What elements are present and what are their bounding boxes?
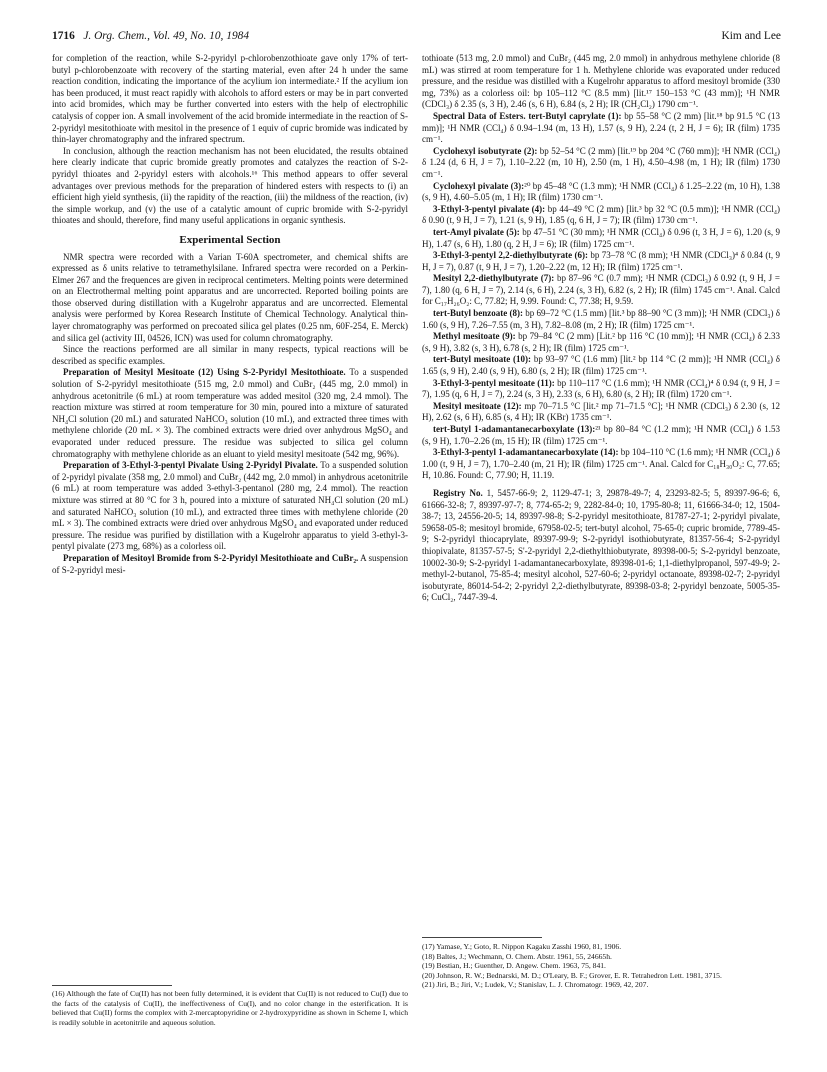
footnote-divider	[52, 985, 172, 986]
spectral-entry	[422, 146, 780, 181]
entry-body: bp 79–84 °C (2 mm) [Lit.² bp 116 °C (10 mm)]; ¹H NMR (CCl₄) δ 2.33 (s, 9 H), 3.82 (s, 3 H), 6.78 (s, 2 H); IR (film) 1725 cm⁻¹.	[422, 331, 781, 353]
methods-paragraph: NMR spectra were recorded with a Varian T-60A spectrometer, and chemical shifts are expressed as δ units relative to tetramethylsilane. Infrared spectra were recorded on a Perkin-Elmer 267 and the frequences are given in reciprocal centimeters. Melting points were determined on an Electrothermal melting point apparatus and are uncorrected. Reported boiling points are those observed during distillation with a Kugelrohr apparatus and are uncorrected. Elemental analysis were performed by Korea Research Institute of Chemical Technology. Analytical thin-layer chromatography was performed on precoated silica gel plates (0.25 nm, 60F-254, E. Merck) and silica gel (activity III, 04526, ICN) was used for column chromatography.	[52, 251, 408, 343]
right-column	[422, 53, 780, 604]
entry-title: tert-Amyl pivalate (5):	[433, 226, 520, 237]
paragraph: Since the reactions performed are all similar in many respects, typical reactions will be described as specific examples.	[52, 344, 408, 366]
registry-numbers	[422, 488, 780, 604]
entry-body: bp 55–58 °C (2 mm) [lit.¹⁸ bp 91.5 °C (13 mm)]; ¹H NMR (CCl₄) δ 0.94–1.94 (m, 13 H), 1.57 (s, 9 H), 2.24 (t, 2 H, J = 6); IR (film) 1735 cm⁻¹.	[422, 110, 780, 145]
procedure-paragraph	[52, 553, 408, 576]
entry-title: Cyclohexyl isobutyrate (2):	[433, 145, 538, 156]
spectral-entry	[422, 424, 780, 447]
procedure-title: Preparation of Mesityl Mesitoate (12) Using S-2-Pyridyl Mesitothioate.	[63, 367, 346, 378]
reference-list	[422, 942, 780, 990]
spectral-entry	[422, 111, 780, 146]
reference-item: (21) Jiri, B.; Jiri, V.; Ludek, V.; Stanislav, L. J. Chromatogr. 1969, 42, 207.	[422, 980, 649, 990]
spectral-entry	[422, 447, 780, 482]
procedure-body: To a suspended solution of S-2-pyridyl mesitothioate (515 mg, 2.0 mmol) and CuBr₂ (445 mg, 2.0 mmol) in anhydrous acetonitrile (6 mL) at room temperature was added mesitol (320 mg, 2.4 mmol). The reaction mixture was stirred at room temperature for 30 min, poured into a mixture of saturated NH₄Cl solution (20 mL) and saturated NaHCO₃ solution (10 mL), and extracted three times with methylene chloride (20 mL × 3). The combined extracts were dried over anhydrous MgSO₄ and evaporated under reduced pressure. The residue was subjected to silica gel column chromatography with methylene chloride as an eluant to yield mesityl mesitoate (542 mg, 96%).	[52, 367, 408, 459]
procedure-body: A suspension of S-2-pyridyl mesi-	[52, 552, 409, 575]
volume-info: Vol. 49, No. 10, 1984	[152, 30, 250, 42]
author-header: Kim and Lee	[721, 30, 781, 42]
registry-body: 1, 5457-66-9; 2, 1129-47-1; 3, 29878-49-7; 4, 23293-82-5; 5, 89397-96-6; 6, 61666-32-8; 7, 89397-97-7; 8, 774-65-2; 9, 2282-84-0; 10, 1795-80-8; 11, 61666-34-0; 12, 1504-38-7; 13, 24556-20-5; 14, 89397-98-8; S-2-pyridyl mesitothioate, 81787-27-1; 2-pyridyl pivalate, 59658-05-8; mesitoyl bromide, 67958-02-5; tert-butyl alcohol, 75-65-0; cupric bromide, 7789-45-9; S-2-pyridyl thiocaprylate, 89397-99-9; S-2-pyridyl isothiobutyrate, 81357-56-4; S-2-pyridyl thiopivalate, 81357-57-5; S'-2-pyridyl 2,2-diethylthiobutyrate, 89398-00-5; S-2-pyridyl benzoate, 10002-30-9; S-2-pyridyl 1-adamantanecarboxylate, 89398-01-6; 1,1-diethylpropanol, 597-49-9; 2-methyl-2-butanol, 75-85-4; mesityl alcohol, 527-60-6; 2-pyridyl octanoate, 89398-02-7; 2-pyridyl isobutyrate, 86014-54-2; 2-pyridyl 2,2-diethylbutyrate, 89398-03-8; 2-pyridyl benzoate, 5005-35-6; CuCl₂, 7447-39-4.	[422, 487, 780, 603]
registry-title: Registry No.	[433, 487, 483, 498]
entry-title: 3-Ethyl-3-pentyl 2,2-diethylbutyrate (6):	[433, 250, 589, 261]
entry-body: bp 93–97 °C (1.6 mm) [lit.² bp 114 °C (2 mm)]; ¹H NMR (CCl₄) δ 1.65 (s, 9 H), 2.40 (s, 9 H), 6.80 (s, 2 H); IR (film) 1725 cm⁻¹.	[422, 354, 780, 377]
entry-body: bp 44–49 °C (2 mm) [lit.³ bp 32 °C (0.5 mm)]; ¹H NMR (CCl₄) δ 0.90 (t, 9 H, J = 7), 1.21 (s, 9 H), 1.85 (q, 6 H, J = 7); IR (film) 1730 cm⁻¹.	[422, 203, 780, 226]
entry-title: 3-Ethyl-3-pentyl pivalate (4):	[433, 203, 546, 214]
procedure-body: To a suspended solution of 2-pyridyl pivalate (358 mg, 2.0 mmol) and CuBr₂ (442 mg, 2.0 mmol) in anhydrous acetonitrile (6 mL) at room temperature was added 3-ethyl-3-pentanol (280 mg, 2.4 mmol). The reaction mixture was stirred at 80 °C for 3 h, poured into a mixture of saturated NH₄Cl solution (20 mL) and saturated NaHCO₃ solution (10 mL), and extracted three times with methylene chloride (20 mL × 3). The combined extracts were dried over anhydrous MgSO₄ and evaporated under reduced pressure. The residue was purified by distillation with a Kugelrohr apparatus to yield 3-ethyl-3-pentyl pivalate (273 mg, 68%) as a colorless oil.	[52, 460, 409, 552]
entry-body: bp 69–72 °C (1.5 mm) [lit.³ bp 88–90 °C (3 mm)]; ¹H NMR (CDCl₃) δ 1.60 (s, 9 H), 7.26–7.55 (m, 3 H), 7.82–8.08 (m, 2 H); IR (film) 1725 cm⁻¹.	[422, 308, 780, 330]
spectral-entry	[422, 250, 780, 273]
reference-item: (20) Johnson, R. W.; Bednarski, M. D.; O'Leary, B. F.; Grover, E. R. Tetrahedron Lett. 1981, 3715.	[422, 970, 722, 980]
entry-title: tert-Butyl mesitoate (10):	[433, 354, 532, 365]
spectral-entry	[422, 401, 780, 424]
entry-body: mp 70–71.5 °C [lit.² mp 71–71.5 °C]; ¹H NMR (CDCl₃) δ 2.30 (s, 12 H), 2.62 (s, 6 H), 6.85 (s, 4 H); IR (KBr) 1735 cm⁻¹.	[422, 400, 781, 423]
entry-body: bp 47–51 °C (30 mm); ¹H NMR (CCl₄) δ 0.96 (t, 3 H, J = 6), 1.20 (s, 9 H), 1.47 (s, 6 H), 1.80 (q, 2 H, J = 6); IR (film) 1725 cm⁻¹.	[422, 226, 780, 249]
entry-title: Cyclohexyl pivalate (3):	[433, 180, 525, 191]
entry-body: bp 104–110 °C (1.6 mm); ¹H NMR (CCl₄) δ 1.00 (t, 9 H, J = 7), 1.70–2.40 (m, 21 H); IR (film) 1725 cm⁻¹. Anal. Calcd for C₁₈H₃₀O₂: C, 77.65; H, 10.86. Found: C, 77.90; H, 11.19.	[422, 447, 780, 481]
entry-title: Mesityl 2,2-diethylbutyrate (7):	[433, 273, 555, 284]
entry-title: Mesityl mesitoate (12):	[433, 400, 522, 411]
reference-item: (18) Baltes, J.; Wechmann, O. Chem. Abstr. 1961, 55, 24665h.	[422, 951, 612, 961]
spectral-entry	[422, 331, 780, 354]
footnote-divider	[422, 937, 542, 938]
section-title: Experimental Section	[179, 233, 281, 246]
reference-item: (17) Yamase, Y.; Goto, R. Nippon Kagaku Zasshi 1960, 81, 1906.	[422, 942, 622, 951]
procedure-paragraph	[52, 367, 408, 460]
running-header	[52, 30, 249, 42]
procedure-title: Preparation of 3-Ethyl-3-pentyl Pivalate Using 2-Pyridyl Pivalate.	[63, 460, 318, 471]
journal-name: J. Org. Chem.,	[83, 30, 150, 42]
entry-title: tert-Butyl 1-adamantanecarboxylate (13):	[433, 424, 596, 434]
procedure-paragraph	[52, 460, 408, 553]
paragraph: tothioate (513 mg, 2.0 mmol) and CuBr₂ (445 mg, 2.0 mmol) in anhydrous methylene chloride (8 mL) was stirred at room temperature for 1 h. Methylene chloride was evaporated under reduced pressure, and the residue was distilled with a Kugelrohr apparatus to afford mesitoyl bromide (330 mg, 73%) as a colorless oil: bp 105–112 °C (8.5 mm) [lit.¹⁷ 150–153 °C (43 mm)]; ¹H NMR (CDCl₃) δ 2.35 (s, 3 H), 2.46 (s, 6 H), 6.84 (s, 2 H); IR (CH₂Cl₂) 1790 cm⁻¹.	[422, 53, 780, 110]
procedure-title: Preparation of Mesitoyl Bromide from S-2-Pyridyl Mesitothioate and CuBr₂.	[63, 552, 359, 563]
reference-item: (19) Bestian, H.; Guenther, D. Angew. Chem. 1963, 75, 841.	[422, 961, 606, 971]
spectral-entry	[422, 181, 780, 204]
conclusion-paragraph: In conclusion, although the reaction mechanism has not been elucidated, the results obtained here clearly indicate that cupric bromide greatly promotes and catalyzes the reaction of S-2-pyridyl thioates and 2-pyridyl esters with alcohols.¹⁶ This method appears to offer several advantages over previous methods for the preparation of hindered esters with respects to (i) an efficient high yield synthesis, (ii) the rapidity of the reaction, (iii) the mildness of the reaction, (iv) the simple workup, and (v) the use of a catalytic amount of cupric bromide with S-2-pyridyl thioates and should, therefore, find many useful applications in organic synthesis.	[52, 145, 408, 226]
entry-title: 3-Ethyl-3-pentyl mesitoate (11):	[433, 377, 555, 388]
left-column	[52, 53, 408, 576]
entry-title: Spectral Data of Esters. tert-Butyl caprylate (1):	[433, 110, 622, 121]
spectral-entry	[422, 308, 780, 331]
entry-title: tert-Butyl benzoate (8):	[433, 308, 524, 319]
entry-body: ²¹ bp 80–84 °C (1.2 mm); ¹H NMR (CCl₄) δ 1.53 (s, 9 H), 1.70–2.26 (m, 15 H); IR (film) 1725 cm⁻¹.	[422, 424, 781, 446]
spectral-entry	[422, 204, 780, 227]
spectral-entry	[422, 378, 780, 401]
entry-body: bp 52–54 °C (2 mm) [lit.¹⁹ bp 204 °C (760 mm)]; ¹H NMR (CCl₄) δ 1.24 (d, 6 H, J = 7), 1.10–2.22 (m, 10 H), 2.50 (m, 1 H), 4.50–4.98 (m, 1 H); IR (film) 1730 cm⁻¹.	[422, 145, 781, 179]
spectral-entry	[422, 273, 780, 308]
entry-body: bp 110–117 °C (1.6 mm); ¹H NMR (CCl₄)⁴ δ 0.94 (t, 9 H, J = 7), 1.95 (q, 6 H, J = 7), 2.24 (s, 3 H), 2.33 (s, 6 H), 6.80 (s, 2 H); IR (film) 1720 cm⁻¹.	[422, 377, 780, 400]
spectral-entry	[422, 354, 780, 377]
entry-body: bp 87–96 °C (0.7 mm); ¹H NMR (CDCl₃) δ 0.92 (t, 9 H, J = 7), 1.80 (q, 6 H, J = 7), 2.14 (s, 6 H), 2.24 (s, 3 H), 6.82 (s, 2 H); IR (film) 1745 cm⁻¹. Anal. Calcd for C₁₇H₂₆O₂: C, 77.82; H, 9.99. Found: C, 77.38; H, 9.59.	[422, 273, 780, 307]
spectral-entry	[422, 227, 780, 250]
page-number: 1716	[52, 30, 75, 42]
entry-body: ²⁰ bp 45–48 °C (1.3 mm); ¹H NMR (CCl₄) δ 1.25–2.22 (m, 10 H), 1.38 (s, 9 H), 4.60–5.05 (m, 1 H); IR (film) 1730 cm⁻¹.	[422, 180, 781, 203]
entry-body: bp 73–78 °C (8 mm); ¹H NMR (CDCl₃)⁴ δ 0.84 (t, 9 H, J = 7), 0.87 (t, 9 H, J = 7), 1.20–2.22 (m, 12 H); IR (film) 1725 cm⁻¹.	[422, 250, 780, 272]
paragraph: for completion of the reaction, while S-2-pyridyl p-chlorobenzothioate gave only 17% of tert-butyl p-chlorobenzoate with recovery of the starting material, even after 24 h under the same reaction condition, indicating the importance of the acylium ion intermediate.² If the acylium ion has been produced, it must react rapidly with alcohols to afford esters or may be in part converted into acid bromides, which may be further converted into esters with the help of electrophilic catalysis of copper ion. A small involvement of the acid bromide intermediate in the reaction of S-2-pyridyl mesitothioate with mesitol in the presence of 1 equiv of cupric bromide was indicated by thin-layer chromatography and the infrared spectrum.	[52, 53, 408, 145]
entry-title: 3-Ethyl-3-pentyl 1-adamantanecarboxylate (14):	[433, 447, 619, 458]
entry-title: Methyl mesitoate (9):	[433, 331, 516, 342]
footnote-16: (16) Although the fate of Cu(II) has not been fully determined, it is evident that Cu(II) is not reduced to Cu(I) due to the facts of the catalysis of Cu(II), the ineffectiveness of Cu(I), and no color change in the esterification. It is believed that Cu(II) forms the complex with 2-mercaptopyridine or 2-hydroxypyridine as shown in Scheme I, which is readily soluble in acetonitrile and aqueous solution.	[52, 989, 408, 1027]
